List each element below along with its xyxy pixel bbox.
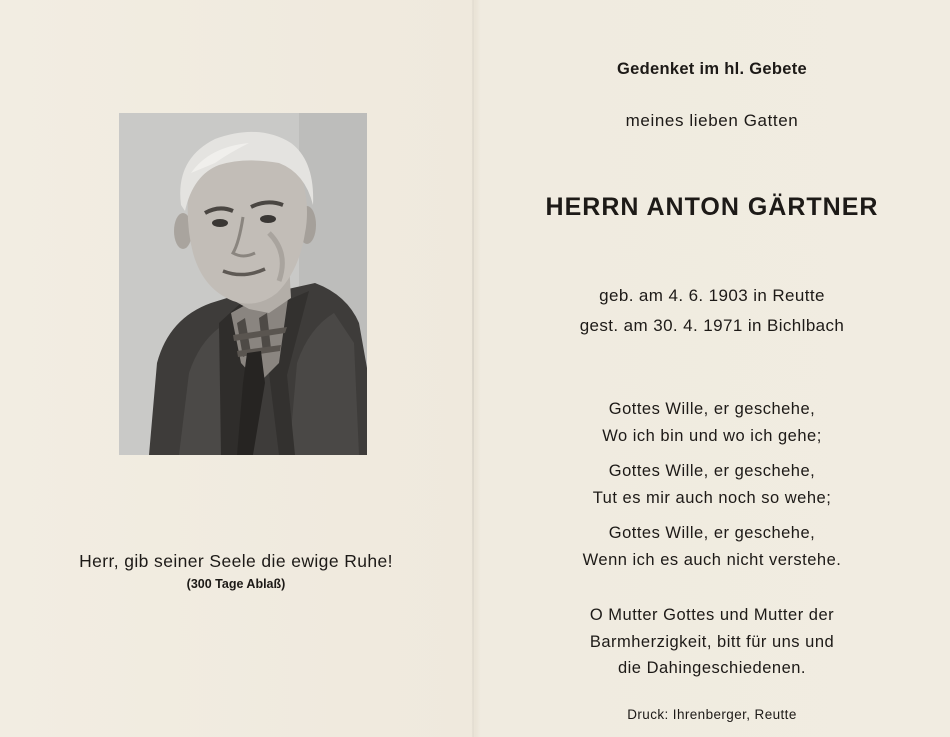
deceased-name: HERRN ANTON GÄRTNER bbox=[545, 193, 879, 221]
verse-line: Gottes Wille, er geschehe, bbox=[608, 400, 816, 418]
mary-prayer-line: Barmherzigkeit, bitt für uns und bbox=[589, 633, 835, 651]
card-heading: Gedenket im hl. Gebete bbox=[617, 60, 807, 78]
right-panel bbox=[474, 0, 950, 737]
verse-line: Gottes Wille, er geschehe, bbox=[608, 524, 816, 542]
portrait-photo bbox=[119, 113, 367, 455]
eternal-rest-prayer: Herr, gib seiner Seele die ewige Ruhe! bbox=[79, 551, 393, 571]
death-date-line: gest. am 30. 4. 1971 in Bichlbach bbox=[579, 316, 845, 335]
verse-line: Tut es mir auch noch so wehe; bbox=[592, 489, 832, 507]
verse-line: Gottes Wille, er geschehe, bbox=[608, 462, 816, 480]
left-panel bbox=[0, 0, 472, 737]
printer-credit: Druck: Ihrenberger, Reutte bbox=[627, 707, 797, 722]
mary-prayer-line: O Mutter Gottes und Mutter der bbox=[589, 606, 835, 624]
mary-prayer-line: die Dahingeschiedenen. bbox=[617, 659, 807, 677]
verse-line: Wo ich bin und wo ich gehe; bbox=[602, 427, 822, 445]
verse-line: Wenn ich es auch nicht verstehe. bbox=[582, 551, 842, 569]
birth-date-line: geb. am 4. 6. 1903 in Reutte bbox=[599, 286, 825, 305]
indulgence-note: (300 Tage Ablaß) bbox=[186, 577, 286, 591]
intro-line: meines lieben Gatten bbox=[625, 111, 799, 130]
